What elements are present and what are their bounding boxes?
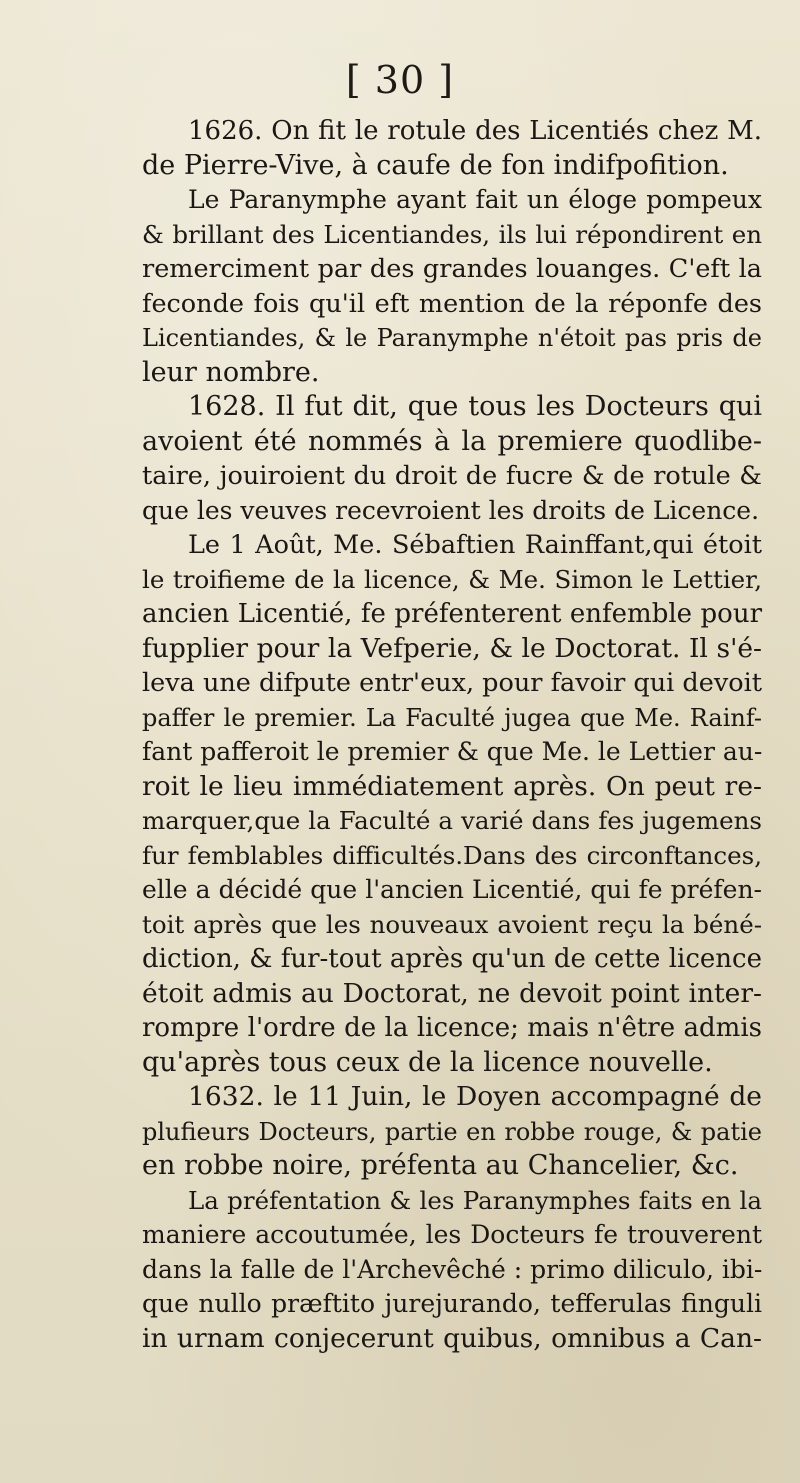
text-line: taire, jouiroient du droit de fucre & de rotule &	[142, 461, 762, 491]
text-line: Le Paranymphe ayant fait un éloge pompeux	[188, 185, 762, 214]
text-line: fur femblables difficultés.Dans des circonftances,	[142, 840, 762, 870]
text-line: leva une difpute entr'eux, pour favoir qui devoit	[142, 668, 763, 698]
text-line: que les veuves recevroient les droits de Licence.	[142, 495, 760, 525]
text-line: Le 1 Août, Me. Sébaftien Rainffant,qui étoit	[188, 530, 762, 560]
text-line: in urnam conjecerunt quibus, omnibus a Can-	[142, 1322, 762, 1354]
text-line: en robbe noire, préfenta au Chancelier, &c.	[142, 1150, 739, 1181]
text-line: ancien Licentié, fe préfenterent enfemble pour	[142, 599, 762, 629]
text-line: fupplier pour la Vefperie, & le Doctorat. Il s'é-	[142, 632, 762, 664]
text-line: 1626. On fit le rotule des Licentiés chez M.	[188, 116, 762, 146]
text-line: rompre l'ordre de la licence; mais n'être admis	[142, 1013, 762, 1043]
text-line: maniere accoutumée, les Docteurs fe trouverent	[142, 1220, 762, 1249]
text-line: fant pafferoit le premier & que Me. le Lettier au-	[142, 737, 763, 766]
text-line: le troifieme de la licence, & Me. Simon le Lettier,	[142, 564, 762, 594]
text-line: avoient été nommés à la premiere quodlibe-	[142, 425, 762, 457]
text-line: remerciment par des grandes louanges. C'eft la	[142, 254, 762, 284]
text-line: elle a décidé que l'ancien Licentié, qui fe préfen-	[142, 875, 762, 904]
page-number: [ 30 ]	[345, 58, 455, 102]
text-line: qu'après tous ceux de la licence nouvelle.	[142, 1046, 713, 1078]
text-line: La préfentation & les Paranymphes faits en la	[188, 1185, 762, 1215]
text-line: 1632. le 11 Juin, le Doyen accompagné de	[188, 1081, 762, 1112]
text-line: 1628. Il fut dit, que tous les Docteurs qui	[188, 391, 762, 422]
text-line: feconde fois qu'il eft mention de la réponfe des	[142, 288, 762, 319]
text-line: roit le lieu immédiatement après. On peut re-	[142, 770, 762, 802]
text-line: que nullo præftito jurejurando, tefferulas finguli	[142, 1289, 762, 1318]
text-line: & brillant des Licentiandes, ils lui répondirent en	[142, 219, 762, 249]
text-line: de Pierre-Vive, à caufe de fon indifpofition.	[142, 149, 729, 181]
text-line: leur nombre.	[142, 356, 320, 388]
text-line: Licentiandes, & le Paranymphe n'étoit pas pris de	[142, 324, 762, 352]
text-line: plufieurs Docteurs, partie en robbe rouge, & patie	[142, 1117, 762, 1146]
text-line: paffer le premier. La Faculté jugea que Me. Rainf-	[142, 703, 762, 732]
text-line: marquer,que la Faculté a varié dans fes jugemens	[142, 806, 762, 835]
text-line: toit après que les nouveaux avoient reçu la béné-	[142, 909, 762, 939]
body-text	[142, 114, 762, 1356]
text-line: diction, & fur-tout après qu'un de cette licence	[142, 944, 762, 974]
text-line: dans la falle de l'Archevêché : primo diliculo, ibi-	[142, 1254, 763, 1284]
text-line: étoit admis au Doctorat, ne devoit point inter-	[142, 977, 762, 1009]
